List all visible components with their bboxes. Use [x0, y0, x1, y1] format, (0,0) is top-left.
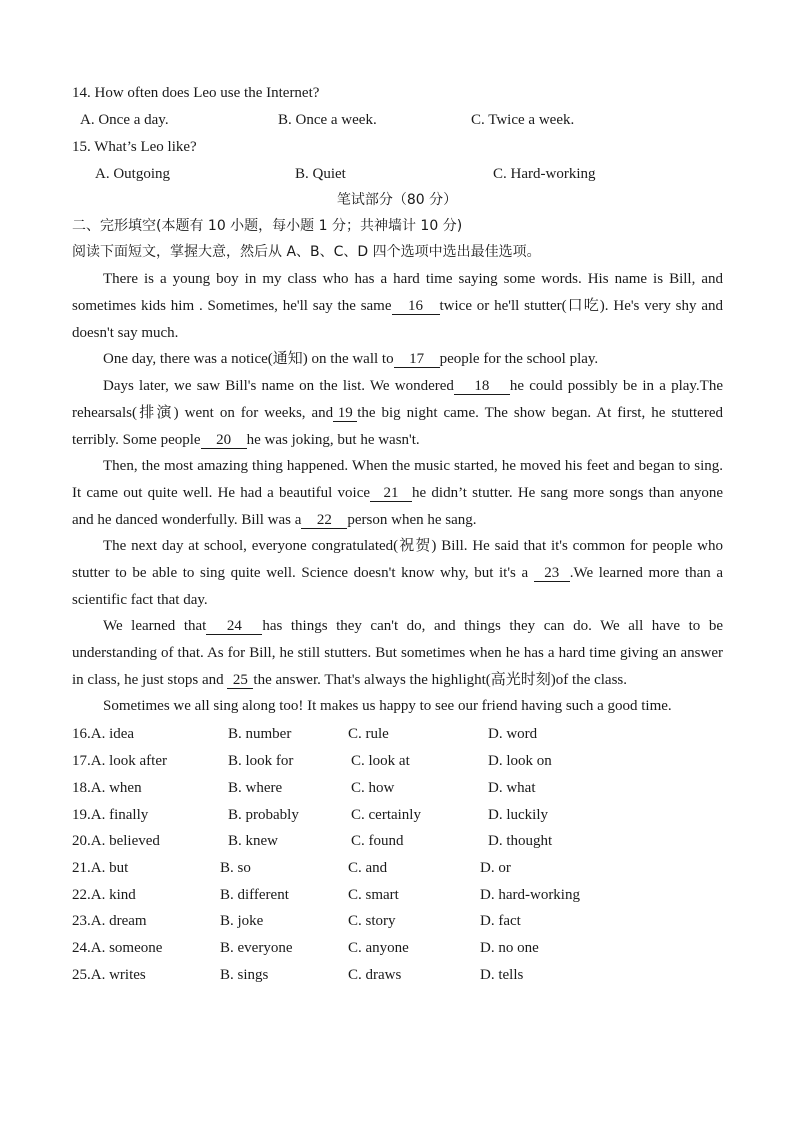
- choice-16-c: C. rule: [348, 726, 389, 742]
- choice-23-a: 23.A. dream: [72, 913, 147, 929]
- choice-16-a: 16.A. idea: [72, 726, 135, 742]
- passage-paragraph-5: The next day at school, everyone congratulated(祝贺) Bill. He said that it's common for people who stutter to be able to sing quite well. Science doesn't know why, but it's a 23 .We learned more than a scientific fact that day.: [72, 538, 723, 608]
- choice-22-b: B. different: [220, 887, 289, 903]
- section-title: 二、完形填空(本题有 10 小题，每小题 1 分；共神墙计 10 分): [72, 218, 463, 234]
- choice-24-c: C. anyone: [348, 940, 409, 956]
- q15-option-a: A. Outgoing: [95, 166, 170, 182]
- written-section-header: 笔试部分（80 分）: [336, 192, 458, 208]
- choice-16-d: D. word: [488, 726, 538, 742]
- choice-19-b: B. probably: [228, 807, 299, 823]
- choice-23-c: C. story: [348, 913, 396, 929]
- choice-24-a: 24.A. someone: [72, 940, 163, 956]
- choice-25-c: C. draws: [348, 967, 402, 983]
- blank-25: 25: [227, 673, 253, 689]
- passage-paragraph-2: One day, there was a notice(通知) on the wall to 17 people for the school play.: [103, 351, 599, 367]
- question-15: 15. What’s Leo like?: [72, 139, 197, 155]
- choice-22-d: D. hard-working: [480, 887, 580, 903]
- choice-25-b: B. sings: [220, 967, 269, 983]
- q14-option-c: C. Twice a week.: [471, 112, 575, 128]
- choice-22-c: C. smart: [348, 887, 399, 903]
- choice-17-b: B. look for: [228, 753, 294, 769]
- q14-option-b: B. Once a week.: [278, 112, 377, 128]
- choice-21-b: B. so: [220, 860, 251, 876]
- choice-21-a: 21.A. but: [72, 860, 129, 876]
- choice-16-b: B. number: [228, 726, 292, 742]
- choice-17-a: 17.A. look after: [72, 753, 167, 769]
- blank-16: 16: [392, 299, 440, 315]
- blank-21: 21: [370, 486, 412, 502]
- choice-19-c: C. certainly: [351, 807, 421, 823]
- choice-20-b: B. knew: [228, 833, 278, 849]
- blank-20: 20: [201, 433, 247, 449]
- choice-18-c: C. how: [351, 780, 395, 796]
- choice-18-a: 18.A. when: [72, 780, 142, 796]
- q15-option-c: C. Hard-working: [493, 166, 596, 182]
- choice-24-d: D. no one: [480, 940, 539, 956]
- blank-17: 17: [394, 352, 440, 368]
- section-instruction: 阅读下面短文，掌握大意，然后从 A、B、C、D 四个选项中选出最佳选项。: [72, 244, 541, 260]
- choice-17-c: C. look at: [351, 753, 410, 769]
- choice-19-a: 19.A. finally: [72, 807, 149, 823]
- blank-24: 24: [206, 619, 262, 635]
- choice-25-d: D. tells: [480, 967, 524, 983]
- passage-paragraph-4: Then, the most amazing thing happened. When the music started, he moved his feet and began to sing. It came out quite well. He had a beautiful voice 21 he didn’t stutter. He sang more songs than anyone and he danced wonderfully. Bill was a 22 person when he sang.: [72, 458, 723, 528]
- choice-17-d: D. look on: [488, 753, 552, 769]
- choice-23-d: D. fact: [480, 913, 521, 929]
- blank-22: 22: [301, 513, 347, 529]
- choice-22-a: 22.A. kind: [72, 887, 136, 903]
- q15-option-b: B. Quiet: [295, 166, 346, 182]
- choice-21-c: C. and: [348, 860, 388, 876]
- choice-18-d: D. what: [488, 780, 536, 796]
- choice-18-b: B. where: [228, 780, 283, 796]
- choice-20-c: C. found: [351, 833, 404, 849]
- choice-24-b: B. everyone: [220, 940, 293, 956]
- choice-25-a: 25.A. writes: [72, 967, 146, 983]
- passage-paragraph-3: Days later, we saw Bill's name on the list. We wondered 18 he could possibly be in a play.The rehearsals(排演) went on for weeks, and 19 the big night came. The show began. At first, he stuttered terribly. Some people 20 he was joking, but he wasn't.: [72, 378, 723, 448]
- passage-paragraph-6: We learned that 24 has things they can't do, and things they can do. We all have to be understanding of that. As for Bill, he still stutters. But sometimes when he has a hard time giving an answer in class, he just stops and 25 the answer. That's always the highlight(高光时刻)of the class.: [72, 618, 723, 688]
- choice-23-b: B. joke: [220, 913, 264, 929]
- passage-paragraph-7: Sometimes we all sing along too! It makes us happy to see our friend having such a good time.: [103, 698, 672, 714]
- choice-21-d: D. or: [480, 860, 511, 876]
- question-14: 14. How often does Leo use the Internet?: [72, 85, 320, 101]
- blank-23: 23: [534, 566, 570, 582]
- choice-20-a: 20.A. believed: [72, 833, 160, 849]
- choice-19-d: D. luckily: [488, 807, 548, 823]
- blank-19: 19: [333, 406, 357, 422]
- choice-20-d: D. thought: [488, 833, 553, 849]
- q14-option-a: A. Once a day.: [80, 112, 169, 128]
- passage-paragraph-1: There is a young boy in my class who has a hard time saying some words. His name is Bill, and sometimes kids him . Sometimes, he'll say the same 16 twice or he'll stutter(口吃). He's very shy and doesn't say much.: [72, 271, 723, 341]
- blank-18: 18: [454, 379, 510, 395]
